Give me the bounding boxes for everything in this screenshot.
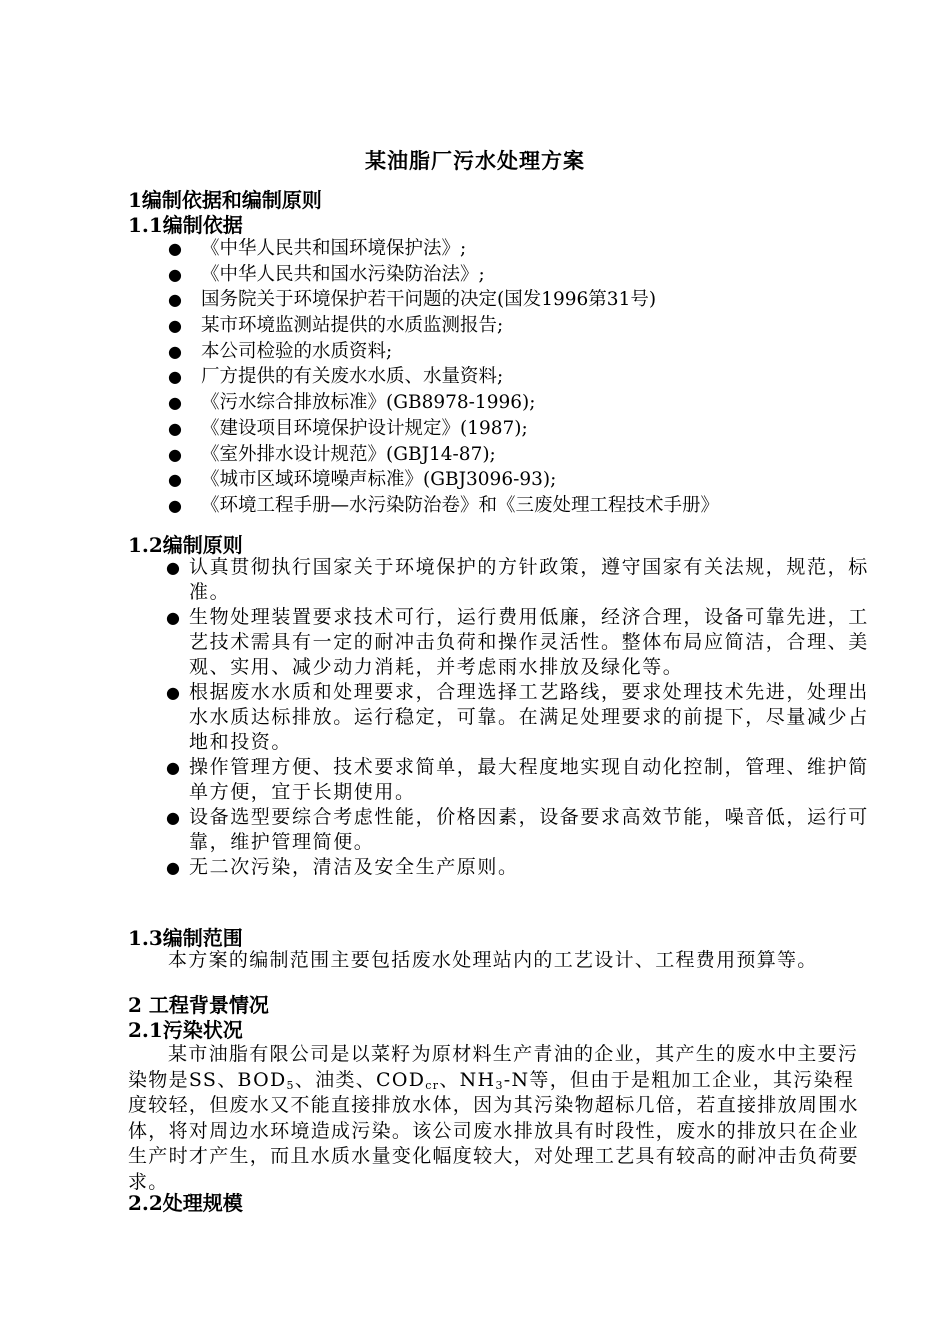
bullet-icon: ● — [166, 558, 180, 577]
bullet-icon: ● — [168, 367, 182, 387]
list-item: ● 无二次污染，清洁及安全生产原则。 — [166, 856, 519, 878]
list-item: ● 本公司检验的水质资料; — [168, 339, 719, 365]
bullet-icon: ● — [168, 393, 182, 413]
list-item: ● 某市环境监测站提供的水质监测报告; — [168, 313, 719, 339]
list-item: ● 认真贯彻执行国家关于环境保护的方针政策，遵守国家有关法规，规范，标准。 — [166, 556, 869, 603]
bullet-icon: ● — [168, 444, 182, 464]
list-item: ● 《建设项目环境保护设计规定》(1987); — [168, 416, 719, 442]
section-1-3-heading: 1.3编制范围 — [128, 926, 243, 950]
section-2-heading: 2 工程背景情况 — [128, 993, 269, 1017]
bullet-icon: ● — [166, 608, 180, 627]
bullet-icon: ● — [168, 264, 182, 284]
section-2-2-heading: 2.2处理规模 — [128, 1191, 243, 1215]
list-item: ● 厂方提供的有关废水水质、水量资料; — [168, 364, 719, 390]
basis-list — [168, 236, 719, 519]
list-item: ● 《污水综合排放标准》(GB8978-1996); — [168, 390, 719, 416]
list-item: ● 《城市区域环境噪声标准》(GBJ3096-93); — [168, 467, 719, 493]
bullet-icon: ● — [168, 239, 182, 258]
pollution-paragraph: 某市油脂有限公司是以菜籽为原材料生产青油的企业，其产生的废水中主要污染物是SS、$BOD_5$、油类、$COD_{cr}$、$NH_3-N$等，但由于是粗加工企业，其污染程度较轻，但废水又不能直接排放水体，因为其污染物超标几倍，若直接排放周围水体，将对周边水环境造成污染。该公司废水排放具有时段性，废水的排放只在企业生产时才产生，而且水质水量变化幅度较大，对处理工艺具有较高的耐冲击负荷要求。 — [128, 1043, 859, 1193]
bullet-icon: ● — [166, 683, 180, 702]
bullet-icon: ● — [168, 470, 182, 490]
bullet-icon: ● — [168, 418, 182, 438]
bullet-icon: ● — [166, 758, 180, 777]
list-item: ● 《中华人民共和国水污染防治法》; — [168, 262, 719, 288]
bullet-icon: ● — [166, 858, 180, 877]
section-2-1-heading: 2.1污染状况 — [128, 1018, 243, 1042]
scope-paragraph: 本方案的编制范围主要包括废水处理站内的工艺设计、工程费用预算等。 — [168, 949, 818, 971]
list-item: ● 《室外排水设计规范》(GBJ14-87); — [168, 442, 719, 468]
document-title: 某油脂厂污水处理方案 — [365, 148, 585, 173]
list-item: ● 根据废水水质和处理要求，合理选择工艺路线，要求处理技术先进，处理出水水质达标排放。运行稳定，可靠。在满足处理要求的前提下，尽量减少占地和投资。 — [166, 681, 869, 753]
list-item: ● 操作管理方便、技术要求简单，最大程度地实现自动化控制，管理、维护简单方便，宜于长期使用。 — [166, 756, 869, 803]
section-1-2-heading: 1.2编制原则 — [128, 533, 243, 557]
list-item: ● 《中华人民共和国环境保护法》; — [168, 236, 719, 262]
list-item: ● 设备选型要综合考虑性能，价格因素，设备要求高效节能，噪音低，运行可靠，维护管理简便。 — [166, 806, 869, 853]
list-item: ● 国务院关于环境保护若干问题的决定(国发1996第31号) — [168, 287, 719, 313]
bullet-icon: ● — [168, 316, 182, 336]
section-1-1-heading: 1.1编制依据 — [128, 213, 243, 237]
bullet-icon: ● — [168, 495, 182, 515]
bullet-icon: ● — [168, 290, 182, 310]
list-item: ● 《环境工程手册—水污染防治卷》和《三废处理工程技术手册》 — [168, 493, 719, 519]
section-1-heading: 1编制依据和编制原则 — [128, 188, 322, 212]
principles-list — [166, 555, 876, 880]
bullet-icon: ● — [166, 808, 180, 827]
list-item: ● 生物处理装置要求技术可行，运行费用低廉，经济合理，设备可靠先进，工艺技术需具有一定的耐冲击负荷和操作灵活性。整体布局应简洁，合理、美观、实用、减少动力消耗，并考虑雨水排放及绿化等。 — [166, 606, 869, 678]
bullet-icon: ● — [168, 341, 182, 361]
